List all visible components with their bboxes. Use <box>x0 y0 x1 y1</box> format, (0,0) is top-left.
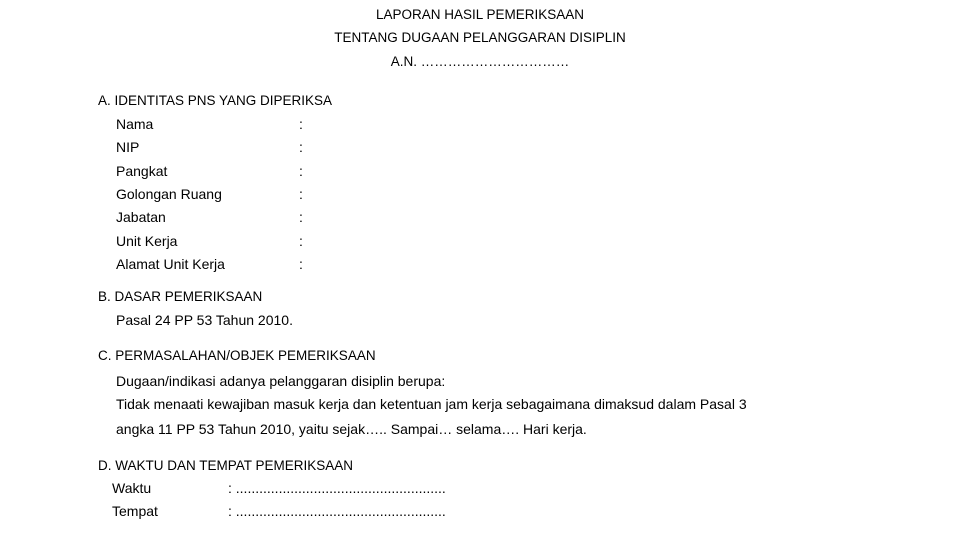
field-label-tempat: Tempat <box>112 503 158 519</box>
section-c-line-2: Tidak menaati kewajiban masuk kerja dan ketentuan jam kerja sebagaimana dimaksud dalam Pasal 3 <box>116 396 747 412</box>
field-separator: : <box>299 233 303 249</box>
field-separator: : <box>299 256 303 272</box>
section-a-heading: A. IDENTITAS PNS YANG DIPERIKSA <box>98 93 333 108</box>
field-label-golongan-ruang: Golongan Ruang <box>116 186 222 202</box>
field-separator: : <box>299 163 303 179</box>
field-label-alamat-unit-kerja: Alamat Unit Kerja <box>116 256 225 272</box>
report-subtitle: TENTANG DUGAAN PELANGGARAN DISIPLIN <box>334 30 626 45</box>
field-value-tempat: : ...................................................... <box>228 503 446 519</box>
section-c-line-3: angka 11 PP 53 Tahun 2010, yaitu sejak….. Sampai… selama…. Hari kerja. <box>116 421 587 437</box>
section-d-heading: D. WAKTU DAN TEMPAT PEMERIKSAAN <box>98 458 354 473</box>
field-separator: : <box>299 209 303 225</box>
section-c-heading: C. PERMASALAHAN/OBJEK PEMERIKSAAN <box>98 348 376 363</box>
field-label-unit-kerja: Unit Kerja <box>116 233 178 249</box>
field-separator: : <box>299 186 303 202</box>
field-separator: : <box>299 116 303 132</box>
field-label-jabatan: Jabatan <box>116 209 166 225</box>
report-subject-name: A.N. …………………………… <box>390 54 570 69</box>
section-c-line-1: Dugaan/indikasi adanya pelanggaran disiplin berupa: <box>116 373 446 389</box>
field-label-pangkat: Pangkat <box>116 163 168 179</box>
field-value-waktu: : ...................................................... <box>228 480 446 496</box>
field-separator: : <box>299 139 303 155</box>
field-label-nama: Nama <box>116 116 154 132</box>
section-b-text: Pasal 24 PP 53 Tahun 2010. <box>116 312 293 328</box>
field-label-waktu: Waktu <box>112 480 152 496</box>
field-label-nip: NIP <box>116 139 140 155</box>
section-b-heading: B. DASAR PEMERIKSAAN <box>98 289 263 304</box>
report-title: LAPORAN HASIL PEMERIKSAAN <box>375 7 585 22</box>
